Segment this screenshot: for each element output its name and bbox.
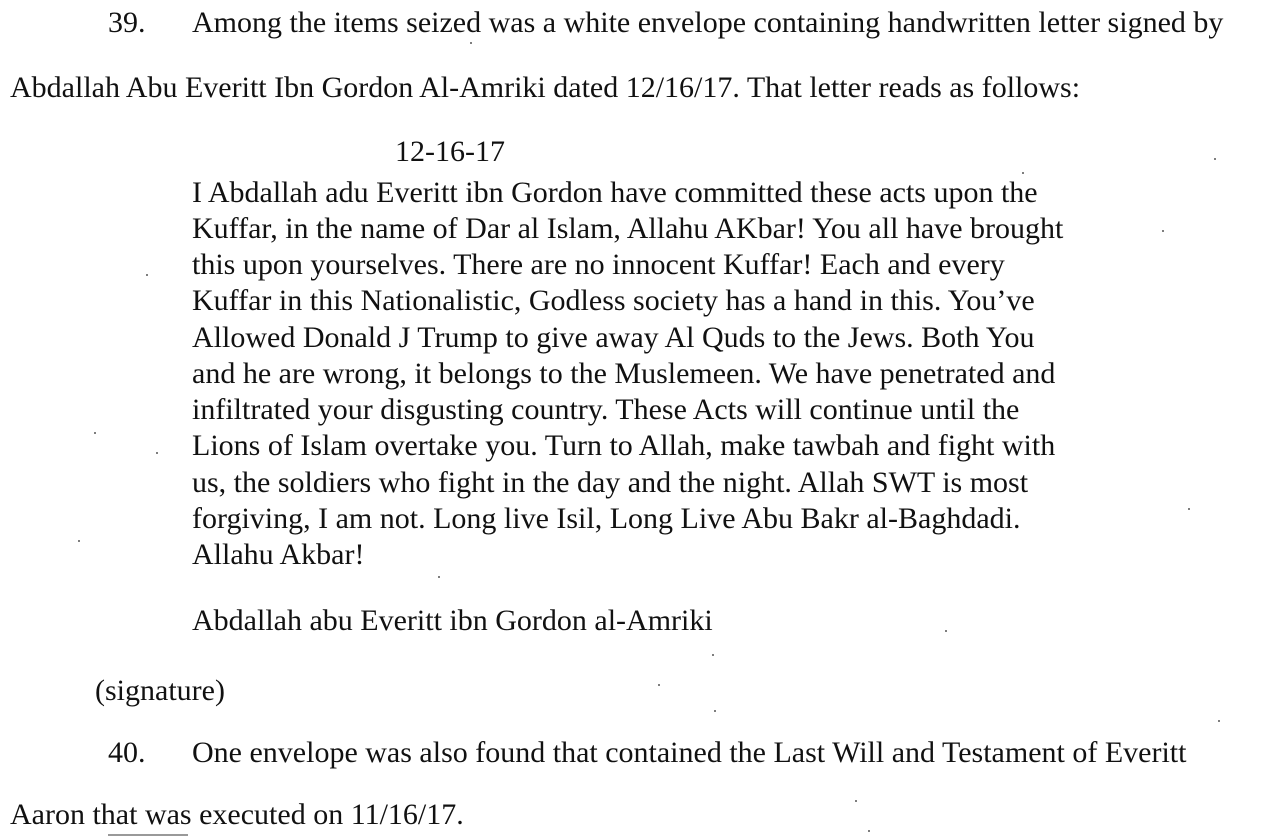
letter-line: Allahu Akbar! [192, 538, 365, 571]
scan-speck [1214, 158, 1216, 160]
letter-line: this upon yourselves. There are no innocent Kuffar! Each and every [192, 248, 1005, 281]
scan-speck [78, 540, 80, 542]
scan-speck [1022, 172, 1024, 174]
scan-speck [438, 576, 440, 578]
scan-speck [470, 42, 472, 44]
scan-speck [658, 684, 660, 686]
scan-speck [855, 800, 857, 802]
scan-speck [1162, 230, 1164, 232]
paragraph-39-line-2: Abdallah Abu Everitt Ibn Gordon Al-Amriki dated 12/16/17. That letter reads as follows: [10, 71, 1081, 104]
scan-speck [868, 830, 870, 832]
scan-artifact-line [108, 834, 188, 836]
paragraph-39-line-1: Among the items seized was a white envelope containing handwritten letter signed by [192, 6, 1224, 39]
scan-speck [146, 274, 148, 276]
letter-date: 12-16-17 [395, 135, 505, 168]
letter-line: Allowed Donald J Trump to give away Al Quds to the Jews. Both You [192, 321, 1035, 354]
letter-line: and he are wrong, it belongs to the Muslemeen. We have penetrated and [192, 357, 1056, 390]
letter-line: infiltrated your disgusting country. These Acts will continue until the [192, 393, 1020, 426]
scan-speck [945, 630, 947, 632]
scan-speck [156, 452, 158, 454]
paragraph-40-line-2: Aaron that was executed on 11/16/17. [10, 798, 464, 831]
scan-speck [712, 654, 714, 656]
letter-line: Lions of Islam overtake you. Turn to Allah, make tawbah and fight with [192, 429, 1056, 462]
paragraph-40-line-1: One envelope was also found that contained the Last Will and Testament of Everitt [192, 736, 1187, 769]
letter-line: Kuffar, in the name of Dar al Islam, Allahu AKbar! You all have brought [192, 212, 1064, 245]
letter-line: us, the soldiers who fight in the day and the night. Allah SWT is most [192, 466, 1029, 499]
scan-speck [714, 710, 716, 712]
paragraph-39-number: 39. [108, 6, 146, 39]
letter-signer: Abdallah abu Everitt ibn Gordon al-Amriki [192, 604, 713, 637]
letter-line: Kuffar in this Nationalistic, Godless society has a hand in this. You’ve [192, 284, 1035, 317]
scan-speck [1188, 508, 1190, 510]
signature-note: (signature) [95, 674, 225, 707]
scan-speck [94, 432, 96, 434]
scan-speck [1218, 720, 1220, 722]
letter-line: I Abdallah adu Everitt ibn Gordon have committed these acts upon the [192, 176, 1038, 209]
letter-line: forgiving, I am not. Long live Isil, Long Live Abu Bakr al-Baghdadi. [192, 502, 1021, 535]
paragraph-40-number: 40. [108, 736, 146, 769]
